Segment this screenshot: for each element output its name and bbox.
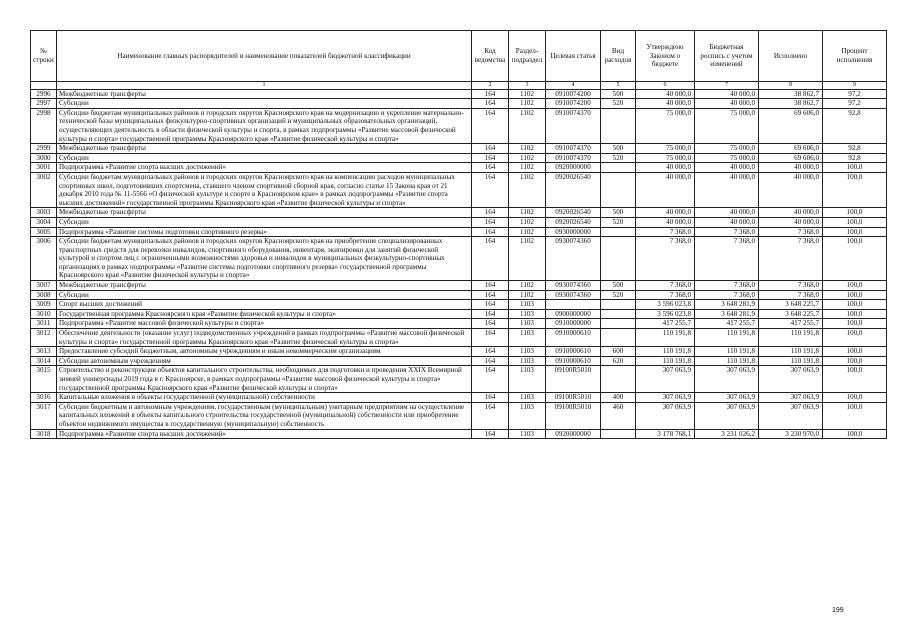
row-executed: 40 000,0 xyxy=(759,163,823,173)
row-approved: 75 000,0 xyxy=(636,144,695,154)
row-percent: 100,0 xyxy=(823,163,887,173)
row-name: Субсидии бюджетам муниципальных районов и городских округов Красноярского края на модернизацию и укрепление материально-технической базы муниципальных физкультурно-спортивных организаций и муниципальных образовательных организаций, осуществляющих деятельность в области физической культуры и спорта, в рамках подпрограммы «Развитие массовой физической культуры и спорта» государственной программы Красноярского края «Развитие физической культуры и спорта» xyxy=(57,108,472,143)
table-row xyxy=(31,366,887,393)
row-department-code: 164 xyxy=(472,217,509,227)
row-target-article: 0900000000 xyxy=(546,309,601,319)
table-row xyxy=(31,402,887,429)
row-target-article: 0910000000 xyxy=(546,319,601,329)
row-name: Обеспечение деятельности (оказание услуг) подведомственных учреждений в рамках подпрограммы «Развитие массовой физической культуры и спорта» государственной программы Красноярского края «Развитие физической культуры и спорта» xyxy=(57,329,472,347)
row-number: 3017 xyxy=(31,402,57,429)
row-percent: 100,0 xyxy=(823,300,887,310)
row-number: 3013 xyxy=(31,347,57,357)
row-target-article: 0910000610 xyxy=(546,347,601,357)
row-executed: 307 063,9 xyxy=(759,393,823,403)
row-executed: 38 862,7 xyxy=(759,89,823,99)
row-approved: 307 063,9 xyxy=(636,366,695,393)
column-number: 2 xyxy=(472,82,509,90)
row-approved: 7 368,0 xyxy=(636,281,695,291)
row-expense-type xyxy=(601,108,636,143)
row-department-code: 164 xyxy=(472,309,509,319)
row-percent: 100,0 xyxy=(823,237,887,281)
row-department-code: 164 xyxy=(472,237,509,281)
row-executed: 7 368,0 xyxy=(759,237,823,281)
row-section: 1103 xyxy=(509,356,546,366)
row-budget-schedule: 7 368,0 xyxy=(695,290,759,300)
row-percent: 100,0 xyxy=(823,217,887,227)
row-section: 1103 xyxy=(509,393,546,403)
row-expense-type: 520 xyxy=(601,217,636,227)
table-row xyxy=(31,227,887,237)
row-percent: 100,0 xyxy=(823,329,887,347)
table-row xyxy=(31,281,887,291)
row-name: Межбюджетные трансферты xyxy=(57,89,472,99)
table-row xyxy=(31,393,887,403)
row-budget-schedule: 40 000,0 xyxy=(695,208,759,218)
row-department-code: 164 xyxy=(472,281,509,291)
row-name: Субсидии xyxy=(57,99,472,109)
row-name: Государственная программа Красноярского края «Развитие физической культуры и спорта» xyxy=(57,309,472,319)
row-executed: 110 191,8 xyxy=(759,347,823,357)
row-target-article: 0920026540 xyxy=(546,208,601,218)
row-executed: 3 648 225,7 xyxy=(759,300,823,310)
row-percent: 100,0 xyxy=(823,208,887,218)
table-row xyxy=(31,356,887,366)
page-number: 199 xyxy=(832,607,844,614)
row-department-code: 164 xyxy=(472,144,509,154)
row-expense-type xyxy=(601,300,636,310)
row-expense-type xyxy=(601,172,636,207)
row-number: 3002 xyxy=(31,172,57,207)
row-budget-schedule: 3 648 281,9 xyxy=(695,309,759,319)
row-department-code: 164 xyxy=(472,99,509,109)
row-name: Подпрограмма «Развитие спорта высших достижений» xyxy=(57,429,472,439)
row-number: 3001 xyxy=(31,163,57,173)
row-expense-type: 460 xyxy=(601,402,636,429)
header-budget-schedule: Бюджетная роспись с учетом изменений xyxy=(695,31,759,82)
budget-sheet xyxy=(30,30,886,439)
row-expense-type: 400 xyxy=(601,393,636,403)
row-section: 1103 xyxy=(509,402,546,429)
row-department-code: 164 xyxy=(472,153,509,163)
row-number: 2997 xyxy=(31,99,57,109)
row-approved: 110 191,8 xyxy=(636,347,695,357)
row-budget-schedule: 3 648 281,9 xyxy=(695,300,759,310)
row-budget-schedule: 7 368,0 xyxy=(695,237,759,281)
row-name: Субсидии автономным учреждениям xyxy=(57,356,472,366)
row-section: 1102 xyxy=(509,281,546,291)
row-section: 1102 xyxy=(509,208,546,218)
row-budget-schedule: 7 368,0 xyxy=(695,227,759,237)
row-approved: 417 255,7 xyxy=(636,319,695,329)
row-budget-schedule: 40 000,0 xyxy=(695,99,759,109)
row-number: 3014 xyxy=(31,356,57,366)
row-percent: 100,0 xyxy=(823,290,887,300)
header-approved: Утверждено Законом о бюджете xyxy=(636,31,695,82)
row-executed: 417 255,7 xyxy=(759,319,823,329)
row-expense-type xyxy=(601,329,636,347)
row-name: Субсидии бюджетам муниципальных районов и городских округов Красноярского края на компенсацию расходов муниципальных спортивных школ, подготовивших спортсмена, ставшего членом спортивной сборной края, согласно статье 15 Закона края от 21 декабря 2010 года № 11-5566 «О физической культуре и спорте в Красноярском крае» в рамках подпрограммы «Развитие спорта высших достижений» государственной программы Красноярского края «Развитие физической культуры и спорта» xyxy=(57,172,472,207)
row-percent: 100,0 xyxy=(823,347,887,357)
header-expense-type: Вид расходов xyxy=(601,31,636,82)
row-target-article: 0920000000 xyxy=(546,163,601,173)
row-budget-schedule: 75 000,0 xyxy=(695,153,759,163)
row-department-code: 164 xyxy=(472,163,509,173)
row-target-article: 0910074200 xyxy=(546,89,601,99)
row-budget-schedule: 307 063,9 xyxy=(695,402,759,429)
row-expense-type: 500 xyxy=(601,89,636,99)
row-expense-type xyxy=(601,227,636,237)
table-row xyxy=(31,300,887,310)
row-section: 1103 xyxy=(509,319,546,329)
row-name: Спорт высших достижений xyxy=(57,300,472,310)
row-expense-type: 520 xyxy=(601,153,636,163)
row-percent: 100,0 xyxy=(823,281,887,291)
row-percent: 100,0 xyxy=(823,356,887,366)
row-expense-type xyxy=(601,237,636,281)
row-approved: 110 191,8 xyxy=(636,356,695,366)
row-budget-schedule: 417 255,7 xyxy=(695,319,759,329)
table-row xyxy=(31,89,887,99)
row-section: 1102 xyxy=(509,153,546,163)
row-section: 1103 xyxy=(509,329,546,347)
row-expense-type xyxy=(601,163,636,173)
row-budget-schedule: 7 368,0 xyxy=(695,281,759,291)
row-approved: 40 000,0 xyxy=(636,217,695,227)
row-budget-schedule: 307 063,9 xyxy=(695,366,759,393)
row-percent: 97,2 xyxy=(823,99,887,109)
row-section: 1102 xyxy=(509,217,546,227)
row-executed: 7 368,0 xyxy=(759,281,823,291)
row-section: 1103 xyxy=(509,309,546,319)
row-target-article: 0920026540 xyxy=(546,217,601,227)
row-number: 3004 xyxy=(31,217,57,227)
row-target-article: 0930074360 xyxy=(546,237,601,281)
row-name: Межбюджетные трансферты xyxy=(57,281,472,291)
row-target-article: 0920026540 xyxy=(546,172,601,207)
row-number: 3018 xyxy=(31,429,57,439)
row-expense-type: 500 xyxy=(601,281,636,291)
column-number: 1 xyxy=(57,82,472,90)
row-approved: 3 596 023,8 xyxy=(636,309,695,319)
row-executed: 38 862,7 xyxy=(759,99,823,109)
row-name: Предоставление субсидий бюджетным, автономным учреждениям и иным некоммерческим организациям xyxy=(57,347,472,357)
row-percent: 92,8 xyxy=(823,153,887,163)
row-department-code: 164 xyxy=(472,402,509,429)
row-approved: 75 000,0 xyxy=(636,108,695,143)
row-section: 1102 xyxy=(509,290,546,300)
row-approved: 7 368,0 xyxy=(636,290,695,300)
column-number: 5 xyxy=(601,82,636,90)
row-approved: 7 368,0 xyxy=(636,237,695,281)
row-number: 3010 xyxy=(31,309,57,319)
row-executed: 7 368,0 xyxy=(759,227,823,237)
row-approved: 3 596 023,8 xyxy=(636,300,695,310)
row-budget-schedule: 3 231 026,2 xyxy=(695,429,759,439)
row-expense-type: 500 xyxy=(601,208,636,218)
row-department-code: 164 xyxy=(472,356,509,366)
row-target-article: 0910074370 xyxy=(546,144,601,154)
row-department-code: 164 xyxy=(472,393,509,403)
table-row xyxy=(31,172,887,207)
row-name: Межбюджетные трансферты xyxy=(57,144,472,154)
table-row xyxy=(31,163,887,173)
row-budget-schedule: 40 000,0 xyxy=(695,172,759,207)
row-executed: 69 606,0 xyxy=(759,153,823,163)
row-section: 1102 xyxy=(509,108,546,143)
table-row xyxy=(31,319,887,329)
row-name: Строительство и реконструкция объектов капитального строительства, необходимых для подготовки и проведения XXIX Всемирной зимней универсиады 2019 года в г. Красноярске, в рамках подпрограммы «Развитие массовой физической культуры и спорта» государственной программы Красноярского края «Развитие физической культуры и спорта» xyxy=(57,366,472,393)
row-approved: 40 000,0 xyxy=(636,208,695,218)
row-target-article: 0910074200 xyxy=(546,99,601,109)
row-expense-type xyxy=(601,309,636,319)
row-name: Субсидии xyxy=(57,153,472,163)
row-expense-type: 600 xyxy=(601,347,636,357)
row-budget-schedule: 110 191,8 xyxy=(695,329,759,347)
row-executed: 69 606,0 xyxy=(759,144,823,154)
row-approved: 40 000,0 xyxy=(636,172,695,207)
row-approved: 3 178 768,1 xyxy=(636,429,695,439)
row-approved: 307 063,9 xyxy=(636,393,695,403)
row-name: Субсидии бюджетам муниципальных районов и городских округов Красноярского края на приобретение специализированных транспортных средств для перевозки инвалидов, спортивного оборудования, инвентаря, экипировки для занятий физической культурой и спортом лиц с ограниченными возможностями здоровья и инвалидов в муниципальных физкультурно-спортивных организациях в рамках подпрограммы «Развитие системы подготовки спортивного резерва» государственной программы Красноярского края «Развитие физической культуры и спорта» xyxy=(57,237,472,281)
row-department-code: 164 xyxy=(472,172,509,207)
row-percent: 100,0 xyxy=(823,309,887,319)
row-budget-schedule: 40 000,0 xyxy=(695,217,759,227)
row-name: Подпрограмма «Развитие массовой физической культуры и спорта» xyxy=(57,319,472,329)
table-row xyxy=(31,309,887,319)
row-name: Межбюджетные трансферты xyxy=(57,208,472,218)
header-name: Наименование главных распорядителей и наименование показателей бюджетной классификации xyxy=(57,31,472,82)
header-target-article: Целевая статья xyxy=(546,31,601,82)
row-budget-schedule: 110 191,8 xyxy=(695,356,759,366)
row-department-code: 164 xyxy=(472,347,509,357)
row-expense-type xyxy=(601,366,636,393)
row-expense-type: 500 xyxy=(601,144,636,154)
row-budget-schedule: 110 191,8 xyxy=(695,347,759,357)
row-target-article: 0910000610 xyxy=(546,329,601,347)
table-row xyxy=(31,208,887,218)
row-target-article: 0910000610 xyxy=(546,356,601,366)
row-name: Подпрограмма «Развитие спорта высших достижений» xyxy=(57,163,472,173)
row-number: 3003 xyxy=(31,208,57,218)
row-target-article: 0930000000 xyxy=(546,227,601,237)
row-expense-type xyxy=(601,319,636,329)
row-percent: 100,0 xyxy=(823,393,887,403)
table-row xyxy=(31,217,887,227)
row-section: 1102 xyxy=(509,237,546,281)
column-number-empty xyxy=(31,82,57,90)
row-department-code: 164 xyxy=(472,108,509,143)
row-number: 3007 xyxy=(31,281,57,291)
table-row xyxy=(31,144,887,154)
row-section: 1103 xyxy=(509,300,546,310)
row-executed: 7 368,0 xyxy=(759,290,823,300)
row-target-article: 09100R5010 xyxy=(546,366,601,393)
row-name: Подпрограмма «Развитие системы подготовки спортивного резерва» xyxy=(57,227,472,237)
row-name: Капитальные вложения в объекты государственной (муниципальной) собственности xyxy=(57,393,472,403)
header-department-code: Код ведомства xyxy=(472,31,509,82)
row-department-code: 164 xyxy=(472,290,509,300)
row-executed: 307 063,9 xyxy=(759,402,823,429)
row-expense-type: 620 xyxy=(601,356,636,366)
budget-table xyxy=(30,30,887,439)
row-executed: 110 191,8 xyxy=(759,329,823,347)
row-approved: 40 000,0 xyxy=(636,89,695,99)
row-percent: 92,8 xyxy=(823,108,887,143)
row-number: 2998 xyxy=(31,108,57,143)
row-percent: 100,0 xyxy=(823,319,887,329)
table-row xyxy=(31,290,887,300)
table-row xyxy=(31,237,887,281)
row-expense-type: 520 xyxy=(601,290,636,300)
row-target-article: 09100R5010 xyxy=(546,393,601,403)
row-executed: 69 606,0 xyxy=(759,108,823,143)
row-approved: 110 191,8 xyxy=(636,329,695,347)
row-approved: 40 000,0 xyxy=(636,163,695,173)
row-executed: 40 000,0 xyxy=(759,217,823,227)
row-budget-schedule: 307 063,9 xyxy=(695,393,759,403)
row-percent: 92,8 xyxy=(823,144,887,154)
row-number: 3015 xyxy=(31,366,57,393)
row-department-code: 164 xyxy=(472,329,509,347)
row-name: Субсидии бюджетным и автономным учреждениям, государственным (муниципальным) унитарным предприятиям на осуществление капитальных вложений в объекты капитального строительства государственной (муниципальной) собственности или приобретение объектов недвижимого имущества в государственную (муниципальную) собственность xyxy=(57,402,472,429)
row-section: 1102 xyxy=(509,227,546,237)
row-name: Субсидии xyxy=(57,290,472,300)
row-section: 1102 xyxy=(509,144,546,154)
row-percent: 100,0 xyxy=(823,172,887,207)
row-executed: 3 230 970,0 xyxy=(759,429,823,439)
table-row xyxy=(31,99,887,109)
row-approved: 75 000,0 xyxy=(636,153,695,163)
row-number: 3012 xyxy=(31,329,57,347)
row-section: 1103 xyxy=(509,366,546,393)
row-name: Субсидии xyxy=(57,217,472,227)
row-number: 3006 xyxy=(31,237,57,281)
row-budget-schedule: 75 000,0 xyxy=(695,144,759,154)
column-number-row xyxy=(31,82,887,90)
row-budget-schedule: 40 000,0 xyxy=(695,89,759,99)
row-section: 1103 xyxy=(509,429,546,439)
row-number: 3005 xyxy=(31,227,57,237)
row-section: 1102 xyxy=(509,99,546,109)
row-approved: 7 368,0 xyxy=(636,227,695,237)
table-row xyxy=(31,153,887,163)
row-target-article: 0930074360 xyxy=(546,290,601,300)
row-section: 1103 xyxy=(509,347,546,357)
header-row xyxy=(31,31,887,82)
row-number: 3008 xyxy=(31,290,57,300)
row-number: 3016 xyxy=(31,393,57,403)
header-executed: Исполнено xyxy=(759,31,823,82)
row-target-article xyxy=(546,300,601,310)
row-percent: 100,0 xyxy=(823,402,887,429)
row-executed: 307 063,9 xyxy=(759,366,823,393)
row-number: 2999 xyxy=(31,144,57,154)
row-executed: 110 191,8 xyxy=(759,356,823,366)
column-number: 7 xyxy=(695,82,759,90)
column-number: 6 xyxy=(636,82,695,90)
row-budget-schedule: 75 000,0 xyxy=(695,108,759,143)
row-target-article: 09100R5010 xyxy=(546,402,601,429)
row-executed: 40 000,0 xyxy=(759,208,823,218)
row-section: 1102 xyxy=(509,89,546,99)
row-approved: 307 063,9 xyxy=(636,402,695,429)
row-number: 2996 xyxy=(31,89,57,99)
row-expense-type xyxy=(601,429,636,439)
column-number: 9 xyxy=(823,82,887,90)
table-row xyxy=(31,329,887,347)
row-department-code: 164 xyxy=(472,300,509,310)
row-department-code: 164 xyxy=(472,227,509,237)
row-department-code: 164 xyxy=(472,429,509,439)
row-department-code: 164 xyxy=(472,89,509,99)
row-executed: 3 648 225,7 xyxy=(759,309,823,319)
row-section: 1102 xyxy=(509,172,546,207)
row-percent: 100,0 xyxy=(823,227,887,237)
row-percent: 97,2 xyxy=(823,89,887,99)
row-number: 3000 xyxy=(31,153,57,163)
table-row xyxy=(31,108,887,143)
row-number: 3009 xyxy=(31,300,57,310)
row-target-article: 0910074370 xyxy=(546,108,601,143)
row-target-article: 0910074370 xyxy=(546,153,601,163)
header-section: Раздел-подраздел xyxy=(509,31,546,82)
row-percent: 100,0 xyxy=(823,366,887,393)
row-percent: 100,0 xyxy=(823,429,887,439)
column-number: 3 xyxy=(509,82,546,90)
table-row xyxy=(31,347,887,357)
row-section: 1102 xyxy=(509,163,546,173)
row-executed: 40 000,0 xyxy=(759,172,823,207)
row-target-article: 0930074360 xyxy=(546,281,601,291)
row-department-code: 164 xyxy=(472,208,509,218)
row-expense-type: 520 xyxy=(601,99,636,109)
column-number: 8 xyxy=(759,82,823,90)
column-number: 4 xyxy=(546,82,601,90)
row-approved: 40 000,0 xyxy=(636,99,695,109)
header-row-number: № строки xyxy=(31,31,57,82)
row-target-article: 0920000000 xyxy=(546,429,601,439)
row-department-code: 164 xyxy=(472,366,509,393)
header-percent: Процент исполнения xyxy=(823,31,887,82)
row-number: 3011 xyxy=(31,319,57,329)
row-budget-schedule: 40 000,0 xyxy=(695,163,759,173)
row-department-code: 164 xyxy=(472,319,509,329)
table-row xyxy=(31,429,887,439)
